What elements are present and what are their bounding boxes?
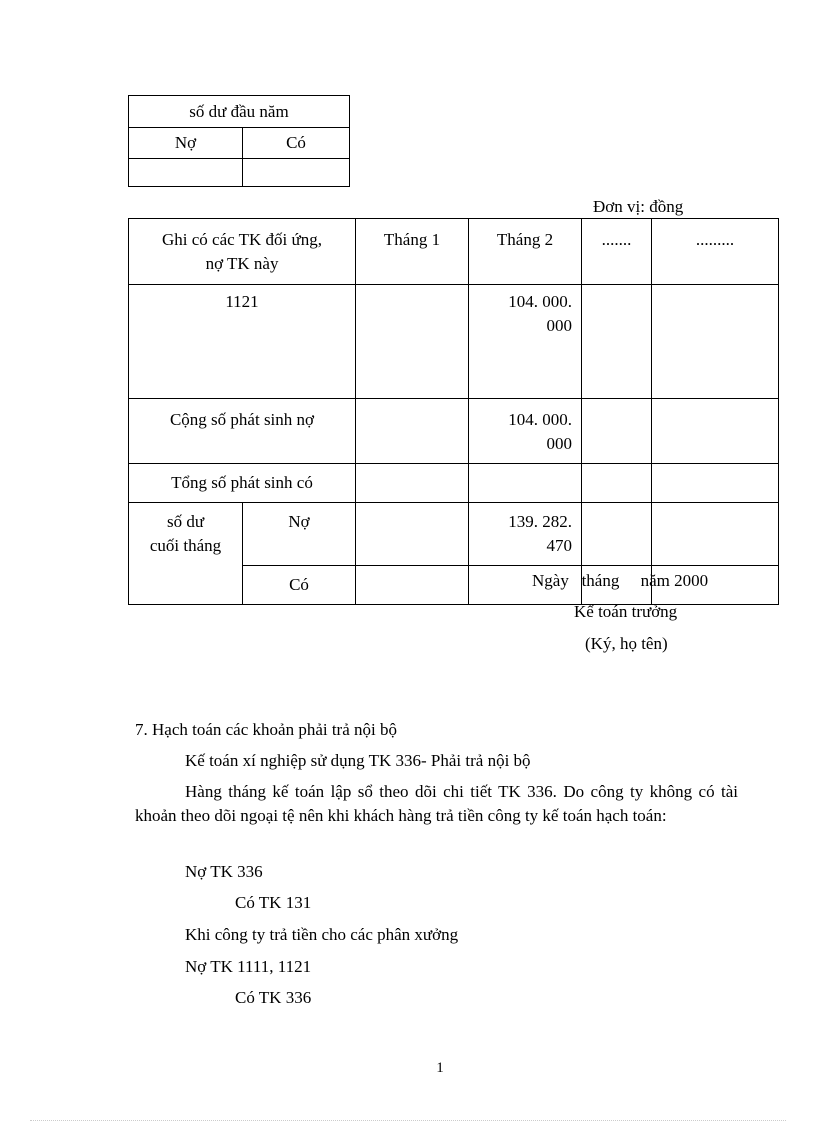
closing-debit-amount-line1: 139. 282. (508, 512, 573, 531)
total-credit-col3 (582, 464, 652, 503)
total-credit-label: Tổng số phát sinh có (129, 464, 356, 503)
header-account-line1: Ghi có các TK đối ứng, (162, 230, 322, 249)
row-1121-amount-line2: 000 (546, 316, 573, 335)
total-debit-amount-line2: 000 (546, 434, 573, 453)
opening-debit-value (129, 159, 243, 187)
closing-credit-month1 (356, 566, 469, 605)
page-number: 1 (436, 1060, 444, 1076)
table-row (129, 285, 779, 399)
header-month2: Tháng 2 (469, 219, 582, 285)
closing-label-line1: số dư (166, 512, 205, 531)
opening-debit-label: Nợ (129, 128, 243, 159)
total-debit-month1 (356, 399, 469, 464)
row-1121-month1 (356, 285, 469, 399)
closing-balance-label (129, 503, 243, 605)
header-col4: ......... (652, 219, 779, 285)
closing-debit-label: Nợ (243, 503, 356, 566)
total-debit-amount-line1: 104. 000. (508, 410, 573, 429)
closing-credit-label: Có (243, 566, 356, 605)
page-bottom-rule (30, 1120, 786, 1121)
closing-debit-col4 (652, 503, 779, 566)
total-debit-label: Cộng số phát sinh nợ (129, 399, 356, 464)
row-1121-col4 (652, 285, 779, 399)
row-1121-label: 1121 (129, 285, 356, 399)
entry-credit-336: Có TK 336 (235, 988, 312, 1007)
section-paragraph-2: Hàng tháng kế toán lập sổ theo dõi chi tiết TK 336. Do công ty không có tài khoản theo dõi ngoại tệ nên khi khách hàng trả tiền công ty kế toán hạch toán: (135, 782, 738, 825)
row-1121-amount-line1: 104. 000. (508, 292, 573, 311)
opening-credit-value (243, 159, 350, 187)
table-row (129, 399, 779, 464)
ledger-table (128, 218, 779, 605)
closing-debit-amount-line2: 470 (546, 536, 573, 555)
entry-credit-131: Có TK 131 (235, 893, 312, 912)
closing-label-line2: cuối tháng (149, 536, 222, 555)
ledger-header-row (129, 219, 779, 285)
unit-label: Đơn vị: đồng (593, 197, 684, 216)
section-heading: 7. Hạch toán các khoản phải trả nội bộ (135, 720, 397, 739)
header-month1: Tháng 1 (356, 219, 469, 285)
total-credit-month2 (469, 464, 582, 503)
opening-balance-table (128, 95, 350, 187)
signature-date: Ngày tháng năm 2000 (532, 571, 709, 590)
closing-debit-month1 (356, 503, 469, 566)
row-1121-month2 (469, 285, 582, 399)
table-row (129, 464, 779, 503)
total-credit-month1 (356, 464, 469, 503)
row-1121-col3 (582, 285, 652, 399)
closing-debit-col3 (582, 503, 652, 566)
total-debit-col4 (652, 399, 779, 464)
closing-debit-month2 (469, 503, 582, 566)
header-account-line2: nợ TK này (205, 254, 279, 273)
opening-credit-label: Có (243, 128, 350, 159)
header-account-col (129, 219, 356, 285)
total-credit-col4 (652, 464, 779, 503)
opening-balance-title: số dư đầu năm (129, 96, 350, 128)
section-paragraph-1: Kế toán xí nghiệp sử dụng TK 336- Phải trả nội bộ (185, 751, 531, 770)
signature-note: (Ký, họ tên) (585, 634, 668, 653)
table-row (129, 503, 779, 566)
signature-title: Kế toán trưởng (574, 602, 678, 621)
total-debit-col3 (582, 399, 652, 464)
header-col3: ....... (582, 219, 652, 285)
entry-debit-1111-1121: Nợ TK 1111, 1121 (185, 957, 312, 976)
total-debit-month2 (469, 399, 582, 464)
entry-debit-336: Nợ TK 336 (185, 862, 263, 881)
entry-description: Khi công ty trả tiền cho các phân xưởng (185, 925, 459, 944)
